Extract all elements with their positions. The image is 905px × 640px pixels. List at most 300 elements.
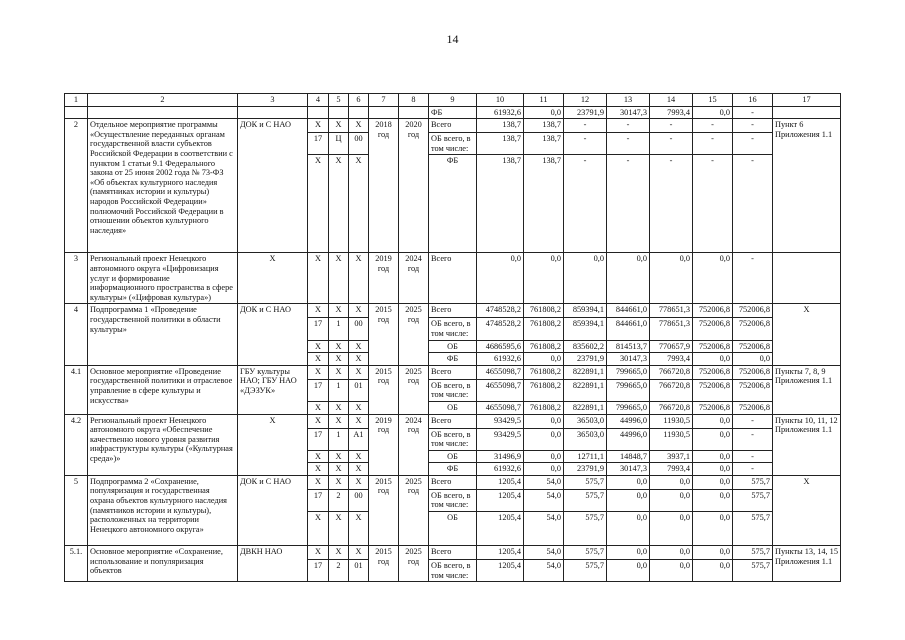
- value-cell: 0,0: [650, 560, 693, 582]
- responsible: Х: [238, 253, 308, 304]
- end-year-value: 2025: [405, 547, 422, 557]
- value-cell: 799665,0: [607, 379, 650, 401]
- value-cell: 12711,1: [564, 450, 607, 463]
- value-cell: 138,7: [524, 133, 564, 155]
- source-cell: ФБ: [429, 106, 477, 119]
- start-year: [369, 365, 399, 414]
- start-year-value: 2018: [375, 120, 392, 130]
- end-year: [399, 304, 429, 365]
- code-cell: 00: [349, 489, 369, 511]
- start-year: [369, 253, 399, 304]
- value-cell: 4748528,2: [477, 318, 524, 340]
- value-cell: -: [650, 133, 693, 155]
- table-row: [65, 304, 841, 318]
- code-cell: 1: [329, 428, 349, 450]
- code-cell: Ц: [329, 133, 349, 155]
- value-cell: -: [733, 450, 773, 463]
- value-cell: 0,0: [693, 106, 733, 119]
- start-year: [369, 546, 399, 582]
- value-cell: 822891,1: [564, 401, 607, 414]
- value-cell: 752006,8: [693, 304, 733, 318]
- value-cell: -: [564, 119, 607, 133]
- empty-cell: [65, 106, 88, 119]
- note-cell: Х: [773, 304, 841, 365]
- value-cell: 859394,1: [564, 304, 607, 318]
- row-number: 5: [65, 475, 88, 545]
- value-cell: 0,0: [693, 475, 733, 489]
- code-cell: Х: [349, 304, 369, 318]
- header-cell-5: 5: [329, 94, 349, 107]
- code-cell: 01: [349, 560, 369, 582]
- value-cell: -: [733, 428, 773, 450]
- note-cell: Х: [773, 475, 841, 545]
- value-cell: 0,0: [650, 253, 693, 304]
- start-year: [369, 475, 399, 545]
- end-year-value: 2020: [405, 120, 422, 130]
- responsible: ГБУ культуры НАО; ГБУ НАО «ДЭЗУК»: [238, 365, 308, 414]
- value-cell: 575,7: [564, 489, 607, 511]
- value-cell: -: [733, 106, 773, 119]
- value-cell: 778651,3: [650, 318, 693, 340]
- value-cell: -: [733, 253, 773, 304]
- value-cell: 0,0: [650, 512, 693, 546]
- value-cell: 822891,1: [564, 365, 607, 379]
- value-cell: 0,0: [693, 489, 733, 511]
- value-cell: 0,0: [524, 450, 564, 463]
- end-year-value: 2024: [405, 254, 422, 264]
- measure-name: Подпрограмма 1 «Проведение государственной политики в области культуры»: [88, 304, 238, 365]
- value-cell: 752006,8: [733, 340, 773, 353]
- year-suffix: год: [407, 425, 420, 435]
- value-cell: 575,7: [733, 475, 773, 489]
- end-year-value: 2024: [405, 415, 422, 425]
- table-row: [65, 546, 841, 560]
- note-cell: Пункты 7, 8, 9 Приложения 1.1: [773, 365, 841, 414]
- value-cell: 7993,4: [650, 106, 693, 119]
- value-cell: 0,0: [477, 253, 524, 304]
- row-number: 2: [65, 119, 88, 253]
- value-cell: 0,0: [524, 353, 564, 366]
- source-cell: Всего: [429, 253, 477, 304]
- header-cell-6: 6: [349, 94, 369, 107]
- code-cell: Х: [329, 304, 349, 318]
- value-cell: 0,0: [607, 512, 650, 546]
- value-cell: -: [693, 155, 733, 253]
- value-cell: -: [607, 155, 650, 253]
- source-cell: ФБ: [429, 463, 477, 476]
- code-cell: Х: [329, 253, 349, 304]
- code-cell: Х: [329, 463, 349, 476]
- value-cell: 778651,3: [650, 304, 693, 318]
- value-cell: 138,7: [524, 155, 564, 253]
- value-cell: 822891,1: [564, 379, 607, 401]
- code-cell: Х: [308, 512, 329, 546]
- value-cell: 44996,0: [607, 414, 650, 428]
- value-cell: 766720,8: [650, 401, 693, 414]
- value-cell: 0,0: [524, 428, 564, 450]
- start-year: [369, 304, 399, 365]
- value-cell: 752006,8: [733, 401, 773, 414]
- code-cell: Х: [329, 155, 349, 253]
- code-cell: Х: [349, 463, 369, 476]
- value-cell: 761808,2: [524, 379, 564, 401]
- empty-cell: [308, 106, 329, 119]
- header-cell-8: 8: [399, 94, 429, 107]
- code-cell: Х: [329, 119, 349, 133]
- value-cell: 752006,8: [693, 379, 733, 401]
- value-cell: -: [693, 133, 733, 155]
- start-year-value: 2015: [375, 476, 392, 486]
- value-cell: 0,0: [650, 475, 693, 489]
- value-cell: 54,0: [524, 512, 564, 546]
- source-cell: ОБ всего, в том числе:: [429, 428, 477, 450]
- note-cell: Пункты 10, 11, 12 Приложения 1.1: [773, 414, 841, 475]
- value-cell: 752006,8: [693, 318, 733, 340]
- start-year-value: 2015: [375, 366, 392, 376]
- end-year: [399, 546, 429, 582]
- code-cell: Х: [349, 340, 369, 353]
- value-cell: 752006,8: [693, 340, 733, 353]
- start-year-value: 2019: [375, 254, 392, 264]
- code-cell: Х: [329, 340, 349, 353]
- year-suffix: год: [377, 263, 390, 273]
- code-cell: 01: [349, 379, 369, 401]
- code-cell: Х: [308, 401, 329, 414]
- code-cell: Х: [329, 475, 349, 489]
- value-cell: 44996,0: [607, 428, 650, 450]
- header-cell-10: 10: [477, 94, 524, 107]
- code-cell: Х: [349, 253, 369, 304]
- value-cell: 30147,3: [607, 106, 650, 119]
- code-cell: A1: [349, 428, 369, 450]
- empty-cell: [369, 106, 399, 119]
- source-cell: Всего: [429, 475, 477, 489]
- value-cell: 31496,9: [477, 450, 524, 463]
- value-cell: 36503,0: [564, 428, 607, 450]
- code-cell: 2: [329, 560, 349, 582]
- code-cell: Х: [308, 340, 329, 353]
- code-cell: 1: [329, 318, 349, 340]
- end-year: [399, 475, 429, 545]
- value-cell: 30147,3: [607, 463, 650, 476]
- year-suffix: год: [377, 376, 390, 386]
- code-cell: 17: [308, 489, 329, 511]
- value-cell: 575,7: [733, 512, 773, 546]
- value-cell: 0,0: [693, 546, 733, 560]
- value-cell: 36503,0: [564, 414, 607, 428]
- code-cell: Х: [349, 353, 369, 366]
- value-cell: 0,0: [524, 463, 564, 476]
- note-cell: Пункты 13, 14, 15 Приложения 1.1: [773, 546, 841, 582]
- responsible: Х: [238, 414, 308, 475]
- measure-name: Региональный проект Ненецкого автономного округа «Обеспечение качественно нового уровня развития инфраструктуры культуры («Культурная среда»)»: [88, 414, 238, 475]
- value-cell: 844661,0: [607, 318, 650, 340]
- value-cell: -: [564, 155, 607, 253]
- code-cell: Х: [329, 414, 349, 428]
- value-cell: 0,0: [693, 353, 733, 366]
- end-year-value: 2025: [405, 305, 422, 315]
- value-cell: 7993,4: [650, 463, 693, 476]
- value-cell: -: [693, 119, 733, 133]
- value-cell: 138,7: [477, 155, 524, 253]
- row-number: 3: [65, 253, 88, 304]
- value-cell: -: [564, 133, 607, 155]
- value-cell: 11930,5: [650, 428, 693, 450]
- start-year: [369, 414, 399, 475]
- code-cell: Х: [308, 353, 329, 366]
- value-cell: 0,0: [650, 546, 693, 560]
- value-cell: 770657,9: [650, 340, 693, 353]
- note-cell: [773, 253, 841, 304]
- value-cell: 761808,2: [524, 318, 564, 340]
- measure-name: Основное мероприятие «Сохранение, использование и популяризация объектов: [88, 546, 238, 582]
- year-suffix: год: [407, 376, 420, 386]
- value-cell: 575,7: [733, 489, 773, 511]
- value-cell: -: [733, 155, 773, 253]
- end-year: [399, 253, 429, 304]
- value-cell: -: [650, 155, 693, 253]
- end-year-value: 2025: [405, 476, 422, 486]
- source-cell: Всего: [429, 414, 477, 428]
- code-cell: Х: [349, 401, 369, 414]
- measure-name: Подпрограмма 2 «Сохранение, популяризация и государственная охрана объектов культурного наследия (памятников истории и культуры), расположенных на территории Ненецкого автономного округа»: [88, 475, 238, 545]
- year-suffix: год: [407, 263, 420, 273]
- table-row: [65, 119, 841, 133]
- source-cell: ОБ: [429, 340, 477, 353]
- header-cell-4: 4: [308, 94, 329, 107]
- table-row: [65, 414, 841, 428]
- responsible: ДОК и С НАО: [238, 119, 308, 253]
- value-cell: -: [607, 119, 650, 133]
- value-cell: 575,7: [564, 512, 607, 546]
- header-cell-12: 12: [564, 94, 607, 107]
- value-cell: 835602,2: [564, 340, 607, 353]
- source-cell: ОБ: [429, 512, 477, 546]
- value-cell: 93429,5: [477, 414, 524, 428]
- table-row: [65, 475, 841, 489]
- value-cell: 0,0: [607, 475, 650, 489]
- year-suffix: год: [407, 556, 420, 566]
- header-row: [65, 94, 841, 107]
- value-cell: 4655098,7: [477, 365, 524, 379]
- code-cell: Х: [308, 119, 329, 133]
- code-cell: Х: [308, 155, 329, 253]
- source-cell: ОБ всего, в том числе:: [429, 560, 477, 582]
- source-cell: ОБ всего, в том числе:: [429, 133, 477, 155]
- value-cell: 0,0: [693, 450, 733, 463]
- value-cell: 752006,8: [733, 318, 773, 340]
- code-cell: Х: [308, 304, 329, 318]
- measure-name: Основное мероприятие «Проведение государственной политики и отраслевое управление в сфере культуры и искусства»: [88, 365, 238, 414]
- code-cell: Х: [349, 546, 369, 560]
- table-row: [65, 253, 841, 304]
- code-cell: 2: [329, 489, 349, 511]
- code-cell: 17: [308, 379, 329, 401]
- header-cell-7: 7: [369, 94, 399, 107]
- year-suffix: год: [377, 425, 390, 435]
- code-cell: Х: [329, 512, 349, 546]
- note-cell: [773, 106, 841, 119]
- value-cell: 575,7: [564, 475, 607, 489]
- source-cell: Всего: [429, 304, 477, 318]
- start-year: [369, 119, 399, 253]
- page-number: 14: [446, 32, 459, 46]
- note-cell: Пункт 6 Приложения 1.1: [773, 119, 841, 253]
- value-cell: 0,0: [607, 253, 650, 304]
- responsible: ДВКН НАО: [238, 546, 308, 582]
- value-cell: 799665,0: [607, 365, 650, 379]
- header-cell-2: 2: [88, 94, 238, 107]
- code-cell: 1: [329, 379, 349, 401]
- code-cell: 00: [349, 318, 369, 340]
- value-cell: 138,7: [477, 119, 524, 133]
- responsible: ДОК и С НАО: [238, 304, 308, 365]
- value-cell: 575,7: [564, 560, 607, 582]
- value-cell: 575,7: [733, 546, 773, 560]
- value-cell: 799665,0: [607, 401, 650, 414]
- value-cell: 0,0: [693, 512, 733, 546]
- code-cell: Х: [329, 365, 349, 379]
- year-suffix: год: [377, 129, 390, 139]
- value-cell: 752006,8: [733, 365, 773, 379]
- value-cell: 752006,8: [693, 365, 733, 379]
- code-cell: 17: [308, 133, 329, 155]
- code-cell: Х: [349, 475, 369, 489]
- empty-cell: [238, 106, 308, 119]
- code-cell: Х: [329, 353, 349, 366]
- header-cell-15: 15: [693, 94, 733, 107]
- row-number: 4.2: [65, 414, 88, 475]
- value-cell: 54,0: [524, 560, 564, 582]
- value-cell: 761808,2: [524, 365, 564, 379]
- value-cell: 1205,4: [477, 489, 524, 511]
- header-cell-13: 13: [607, 94, 650, 107]
- value-cell: 0,0: [693, 414, 733, 428]
- end-year: [399, 414, 429, 475]
- header-cell-16: 16: [733, 94, 773, 107]
- header-cell-3: 3: [238, 94, 308, 107]
- end-year: [399, 119, 429, 253]
- value-cell: 54,0: [524, 546, 564, 560]
- code-cell: Х: [349, 512, 369, 546]
- value-cell: 761808,2: [524, 340, 564, 353]
- value-cell: 766720,8: [650, 365, 693, 379]
- value-cell: 4655098,7: [477, 379, 524, 401]
- measure-name: Региональный проект Ненецкого автономного округа «Цифровизация услуг и формирование информационного пространства в сфере культуры» («Цифровая культура»): [88, 253, 238, 304]
- value-cell: -: [733, 119, 773, 133]
- value-cell: 61932,6: [477, 463, 524, 476]
- value-cell: 844661,0: [607, 304, 650, 318]
- value-cell: 0,0: [524, 106, 564, 119]
- year-suffix: год: [407, 314, 420, 324]
- empty-cell: [88, 106, 238, 119]
- value-cell: 1205,4: [477, 512, 524, 546]
- source-cell: ОБ: [429, 401, 477, 414]
- row-number: 5.1.: [65, 546, 88, 582]
- header-cell-17: 17: [773, 94, 841, 107]
- code-cell: Х: [308, 546, 329, 560]
- start-year-value: 2015: [375, 305, 392, 315]
- code-cell: 17: [308, 318, 329, 340]
- value-cell: 14848,7: [607, 450, 650, 463]
- empty-cell: [329, 106, 349, 119]
- end-year-value: 2025: [405, 366, 422, 376]
- value-cell: 138,7: [524, 119, 564, 133]
- value-cell: 0,0: [607, 560, 650, 582]
- responsible: ДОК и С НАО: [238, 475, 308, 545]
- value-cell: 0,0: [564, 253, 607, 304]
- source-cell: ОБ всего, в том числе:: [429, 318, 477, 340]
- value-cell: 814513,7: [607, 340, 650, 353]
- value-cell: -: [733, 463, 773, 476]
- code-cell: Х: [308, 463, 329, 476]
- value-cell: 752006,8: [733, 379, 773, 401]
- source-cell: Всего: [429, 119, 477, 133]
- code-cell: Х: [308, 475, 329, 489]
- empty-cell: [399, 106, 429, 119]
- value-cell: -: [607, 133, 650, 155]
- table-row: [65, 365, 841, 379]
- value-cell: 3937,1: [650, 450, 693, 463]
- code-cell: Х: [329, 546, 349, 560]
- value-cell: -: [733, 133, 773, 155]
- header-cell-9: 9: [429, 94, 477, 107]
- value-cell: 575,7: [564, 546, 607, 560]
- year-suffix: год: [407, 129, 420, 139]
- value-cell: 575,7: [733, 560, 773, 582]
- value-cell: 1205,4: [477, 546, 524, 560]
- source-cell: Всего: [429, 365, 477, 379]
- value-cell: 4748528,2: [477, 304, 524, 318]
- value-cell: 4686595,6: [477, 340, 524, 353]
- value-cell: 138,7: [477, 133, 524, 155]
- value-cell: 752006,8: [693, 401, 733, 414]
- start-year-value: 2019: [375, 415, 392, 425]
- source-cell: ОБ всего, в том числе:: [429, 379, 477, 401]
- value-cell: 23791,9: [564, 106, 607, 119]
- end-year: [399, 365, 429, 414]
- value-cell: 0,0: [607, 489, 650, 511]
- code-cell: Х: [308, 253, 329, 304]
- value-cell: 0,0: [693, 253, 733, 304]
- code-cell: Х: [349, 119, 369, 133]
- start-year-value: 2015: [375, 547, 392, 557]
- value-cell: 61932,6: [477, 353, 524, 366]
- code-cell: 00: [349, 133, 369, 155]
- value-cell: 4655098,7: [477, 401, 524, 414]
- value-cell: 7993,4: [650, 353, 693, 366]
- value-cell: 61932,6: [477, 106, 524, 119]
- source-cell: ФБ: [429, 353, 477, 366]
- program-table: [64, 93, 841, 582]
- code-cell: Х: [329, 450, 349, 463]
- value-cell: 761808,2: [524, 401, 564, 414]
- table-row: [65, 106, 841, 119]
- value-cell: 859394,1: [564, 318, 607, 340]
- value-cell: 0,0: [693, 428, 733, 450]
- code-cell: Х: [349, 365, 369, 379]
- year-suffix: год: [407, 486, 420, 496]
- value-cell: 0,0: [693, 463, 733, 476]
- value-cell: 766720,8: [650, 379, 693, 401]
- source-cell: Всего: [429, 546, 477, 560]
- value-cell: 0,0: [693, 560, 733, 582]
- source-cell: ОБ всего, в том числе:: [429, 489, 477, 511]
- year-suffix: год: [377, 556, 390, 566]
- value-cell: 54,0: [524, 475, 564, 489]
- code-cell: Х: [308, 414, 329, 428]
- year-suffix: год: [377, 486, 390, 496]
